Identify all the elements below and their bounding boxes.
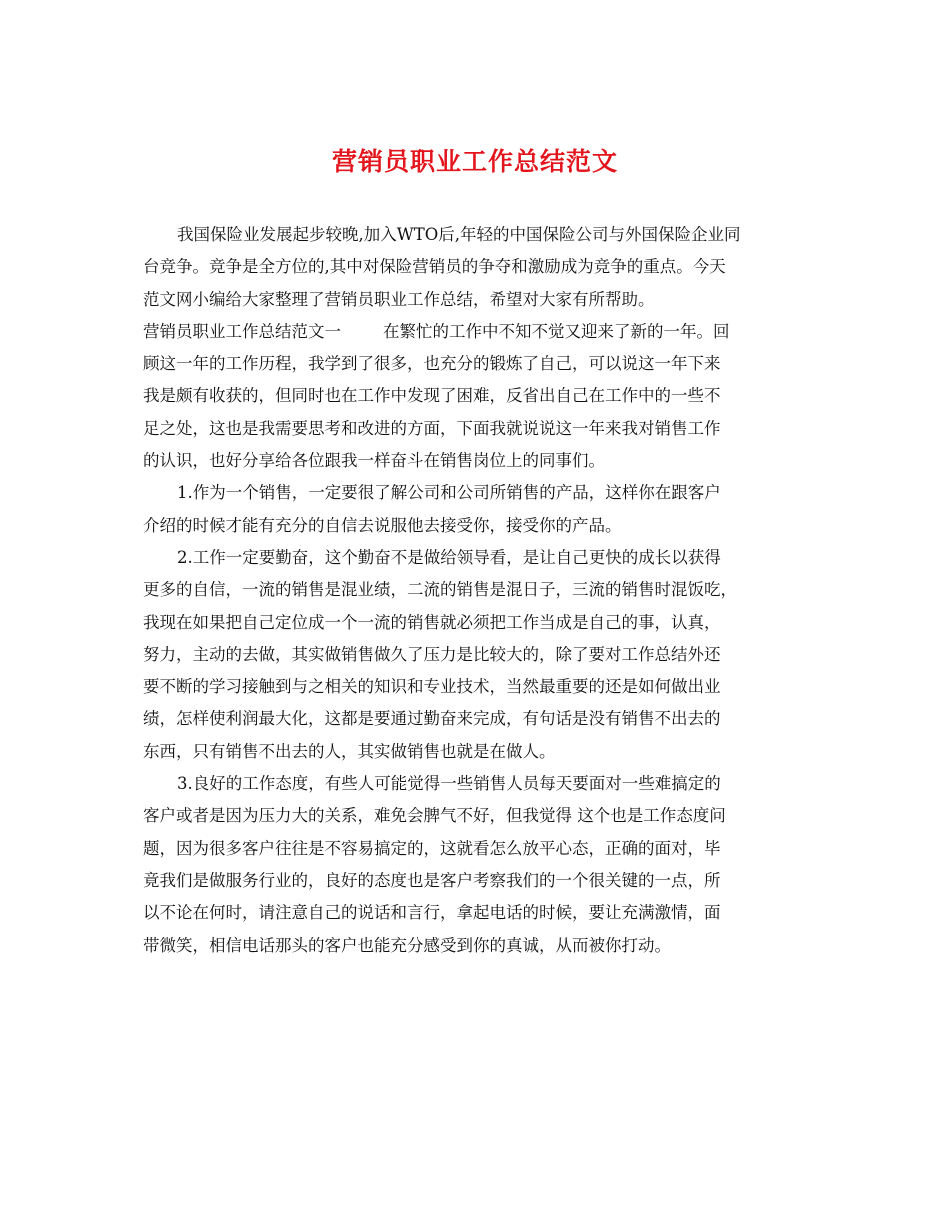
paragraph-line: 题，因为很多客户往往是不容易搞定的，这就看怎么放平心态，正确的面对，毕 [143, 838, 721, 858]
paragraph-line: 努力，主动的去做，其实做销售做久了压力是比较大的，除了要对工作总结外还 [143, 644, 721, 664]
paragraph-line: 要不断的学习接触到与之相关的知识和专业技术，当然最重要的还是如何做出业 [143, 677, 721, 697]
section-heading-line [143, 316, 799, 348]
paragraph-line: 更多的自信，一流的销售是混业绩，二流的销售是混日子，三流的销售时混饭吃， [143, 580, 737, 600]
document-body [143, 219, 799, 962]
section-heading: 营销员职业工作总结范文一 [143, 321, 341, 341]
paragraph-line: 我国保险业发展起步较晚,加入WTO后,年轻的中国保险公司与外国保险企业同 [177, 225, 741, 244]
section-first-line: 在繁忙的工作中不知不觉又迎来了新的一年。回 [383, 321, 730, 341]
paragraph-line: 带微笑，相信电话那头的客户也能充分感受到你的真诚，从而被你打动。 [143, 935, 671, 955]
paragraph-line: 的认识，也好分享给各位跟我一样奋斗在销售岗位上的同事们。 [143, 451, 605, 471]
paragraph-line: 我是颇有收获的，但同时也在工作中发现了困难，反省出自己在工作中的一些不 [143, 386, 721, 406]
paragraph-line: 顾这一年的工作历程，我学到了很多，也充分的锻炼了自己，可以说这一年下来 [143, 354, 721, 374]
paragraph-line: 2.工作一定要勤奋，这个勤奋不是做给领导看，是让自己更快的成长以获得 [177, 547, 721, 567]
paragraph-line: 竟我们是做服务行业的，良好的态度也是客户考察我们的一个很关键的一点，所 [143, 870, 721, 890]
paragraph-line: 3.良好的工作态度，有些人可能觉得一些销售人员每天要面对一些难搞定的 [177, 774, 721, 794]
paragraph-line: 客户或者是因为压力大的关系，难免会脾气不好，但我觉得 这个也是工作态度问 [143, 806, 726, 826]
paragraph-line: 1.作为一个销售，一定要很了解公司和公司所销售的产品，这样你在跟客户 [177, 483, 721, 503]
paragraph-line: 介绍的时候才能有充分的自信去说服他去接受你，接受你的产品。 [143, 515, 622, 535]
paragraph-line: 范文网小编给大家整理了营销员职业工作总结，希望对大家有所帮助。 [143, 289, 655, 309]
paragraph-line: 足之处，这也是我需要思考和改进的方面，下面我就说说这一年来我对销售工作 [143, 418, 721, 438]
paragraph-line: 以不论在何时，请注意自己的说话和言行，拿起电话的时候，要让充满激情，面 [143, 903, 721, 923]
document-title: 营销员职业工作总结范文 [331, 147, 618, 176]
paragraph-line: 东西，只有销售不出去的人，其实做销售也就是在做人。 [143, 741, 556, 761]
paragraph-line: 我现在如果把自己定位成一个一流的销售就必须把工作当成是自己的事，认真， [143, 612, 721, 632]
paragraph-line: 绩，怎样使利润最大化，这都是要通过勤奋来完成，有句话是没有销售不出去的 [143, 709, 721, 729]
paragraph-line: 台竞争。竞争是全方位的,其中对保险营销员的争夺和激励成为竞争的重点。今天 [143, 257, 726, 277]
